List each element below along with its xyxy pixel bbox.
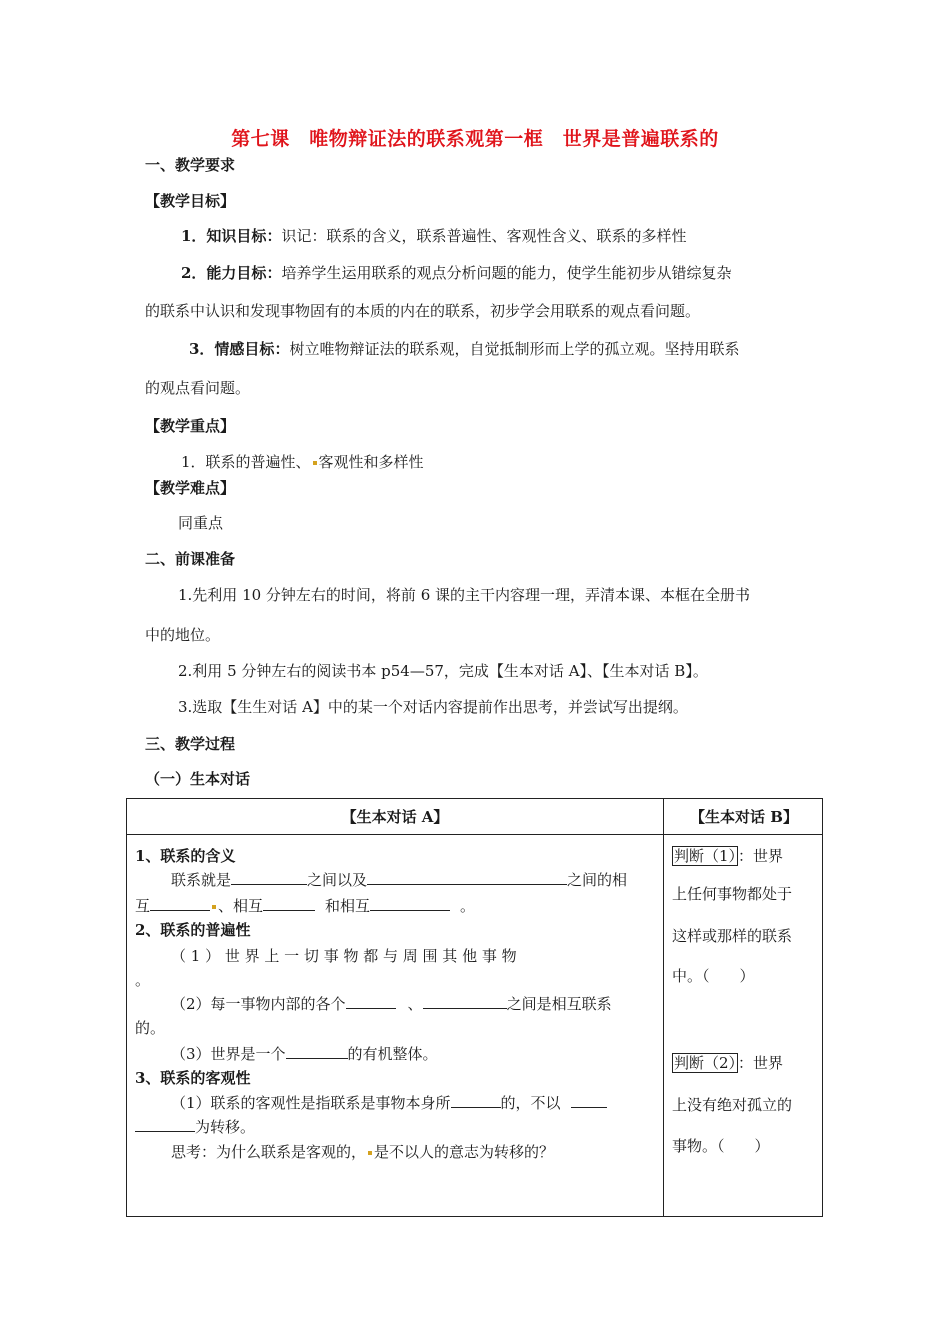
prep-item-2: 2.利用 5 分钟左右的阅读书本 p54—57，完成【生本对话 A】、【生本对话 B】。: [178, 662, 708, 680]
a1-line-1-part-c: 之间的相: [567, 871, 628, 889]
a1-line-2-part-d: 。: [460, 897, 476, 915]
b1-line-4: 中。（ ）: [672, 967, 755, 985]
blank-field[interactable]: [346, 994, 396, 1009]
b1-line-3: 这样或那样的联系: [672, 927, 793, 945]
a2-line-2-end: 的。: [135, 1019, 166, 1037]
a1-line-2: [135, 895, 475, 916]
a2-line-3-part-a: （3）世界是一个: [171, 1045, 286, 1063]
key-points-text-b: 客观性和多样性: [318, 453, 424, 471]
goal-3: [189, 338, 739, 359]
blank-field[interactable]: [370, 896, 450, 911]
a3-title: 3、联系的客观性: [135, 1069, 251, 1087]
goal-2: [181, 262, 731, 283]
blank-field[interactable]: [135, 1117, 195, 1132]
b1-line-1: [672, 845, 783, 866]
prep-item-3: 3.选取【生生对话 A】中的某一个对话内容提前作出思考，并尝试写出提纲。: [178, 698, 688, 716]
blank-field[interactable]: [571, 1093, 607, 1108]
key-points-heading: 【教学重点】: [145, 417, 236, 435]
a2-line-2-part-b: 、: [407, 995, 423, 1013]
a3-line-1: [171, 1092, 607, 1113]
a3-line-1-part-a: （1）联系的客观性是指联系是事物本身所: [171, 1094, 451, 1112]
column-divider: [663, 799, 664, 1216]
b2-line-3: 事物。（ ）: [672, 1137, 770, 1155]
a1-line-1: [171, 869, 627, 890]
blank-field[interactable]: [451, 1093, 501, 1108]
a1-line-1-part-b: 之间以及: [307, 871, 368, 889]
section-3-heading: 三、教学过程: [145, 735, 236, 753]
goal-2-continued: 的联系中认识和发现事物固有的本质的内在的联系，初步学会用联系的观点看问题。: [145, 302, 701, 320]
goal-3-label: 3．情感目标：: [189, 340, 290, 358]
section-2-heading: 二、前课准备: [145, 550, 236, 568]
a3-think-part-a: 思考：为什么联系是客观的，: [171, 1143, 367, 1161]
marker-dot: [368, 1151, 372, 1155]
goal-3-continued: 的观点看问题。: [145, 379, 251, 397]
blank-field[interactable]: [263, 896, 315, 911]
goal-1-label: 1．知识目标：: [181, 227, 282, 245]
b2-line-1: [672, 1052, 783, 1073]
section-3-subheading: （一）生本对话: [145, 770, 251, 788]
prep-item-1: 1.先利用 10 分钟左右的时间，将前 6 课的主干内容理一理，弄清本课、本框在全册书: [178, 586, 751, 604]
a3-line-2-text: 为转移。: [195, 1118, 256, 1136]
prep-item-1-continued: 中的地位。: [145, 626, 221, 644]
b2-line-1-text: ：世界: [738, 1054, 784, 1072]
column-a-header: 【生本对话 A】: [341, 808, 449, 826]
blank-field[interactable]: [231, 870, 307, 885]
a2-line-3-part-b: 的有机整体。: [347, 1045, 438, 1063]
goal-2-label: 2．能力目标：: [181, 264, 282, 282]
a3-line-1-part-b: 的，不以: [500, 1094, 561, 1112]
a1-line-2-part-a: 互: [135, 897, 151, 915]
goal-3-text: 树立唯物辩证法的联系观，自觉抵制形而上学的孤立观。坚持用联系: [289, 340, 740, 358]
judgment-2-label: 判断（2）: [674, 1054, 737, 1072]
b2-line-2: 上没有绝对孤立的: [672, 1096, 793, 1114]
goal-1-text: 识记：联系的含义，联系普遍性、客观性含义、联系的多样性: [281, 227, 687, 245]
a3-line-2: [135, 1116, 255, 1137]
difficulty-text: 同重点: [178, 514, 224, 532]
a2-line-2: [171, 993, 612, 1014]
b1-line-1-text: ：世界: [738, 847, 784, 865]
a2-title: 2、联系的普遍性: [135, 921, 251, 939]
a2-line-2-part-a: （2）每一事物内部的各个: [171, 995, 346, 1013]
section-1-heading: 一、教学要求: [145, 156, 236, 174]
marker-dot: [212, 905, 216, 909]
b1-line-2: 上任何事物都处于: [672, 885, 793, 903]
a1-line-2-part-c: 和相互: [325, 897, 371, 915]
blank-field[interactable]: [286, 1044, 348, 1059]
a1-line-2-part-b: 、相互: [218, 897, 264, 915]
a1-line-1-part-a: 联系就是: [171, 871, 232, 889]
column-b-header: 【生本对话 B】: [690, 808, 798, 826]
a2-line-1: （ 1 ） 世 界 上 一 切 事 物 都 与 周 围 其 他 事 物: [171, 947, 517, 965]
key-points-text-a: 1．联系的普遍性、: [181, 453, 311, 471]
blank-field[interactable]: [423, 994, 507, 1009]
blank-field[interactable]: [150, 896, 210, 911]
goals-heading: 【教学目标】: [145, 192, 236, 210]
goal-2-text: 培养学生运用联系的观点分析问题的能力，使学生能初步从错综复杂: [281, 264, 732, 282]
dialogue-table: [126, 798, 823, 1217]
a3-think-part-b: 是不以人的意志为转移的？: [374, 1143, 555, 1161]
difficulty-heading: 【教学难点】: [145, 479, 236, 497]
a1-title: 1、联系的含义: [135, 847, 236, 865]
header-divider: [127, 834, 822, 835]
key-points-text: [181, 451, 424, 472]
judgment-1-label: 判断（1）: [674, 847, 737, 865]
a2-line-1-end: 。: [135, 971, 151, 989]
a2-line-2-part-c: 之间是相互联系: [506, 995, 612, 1013]
a3-think: [171, 1141, 554, 1162]
a2-line-3: [171, 1043, 438, 1064]
blank-field[interactable]: [367, 870, 567, 885]
goal-1: [181, 225, 686, 246]
marker-dot: [313, 461, 317, 465]
page-title: 第七课 唯物辩证法的联系观第一框 世界是普遍联系的: [231, 128, 719, 150]
